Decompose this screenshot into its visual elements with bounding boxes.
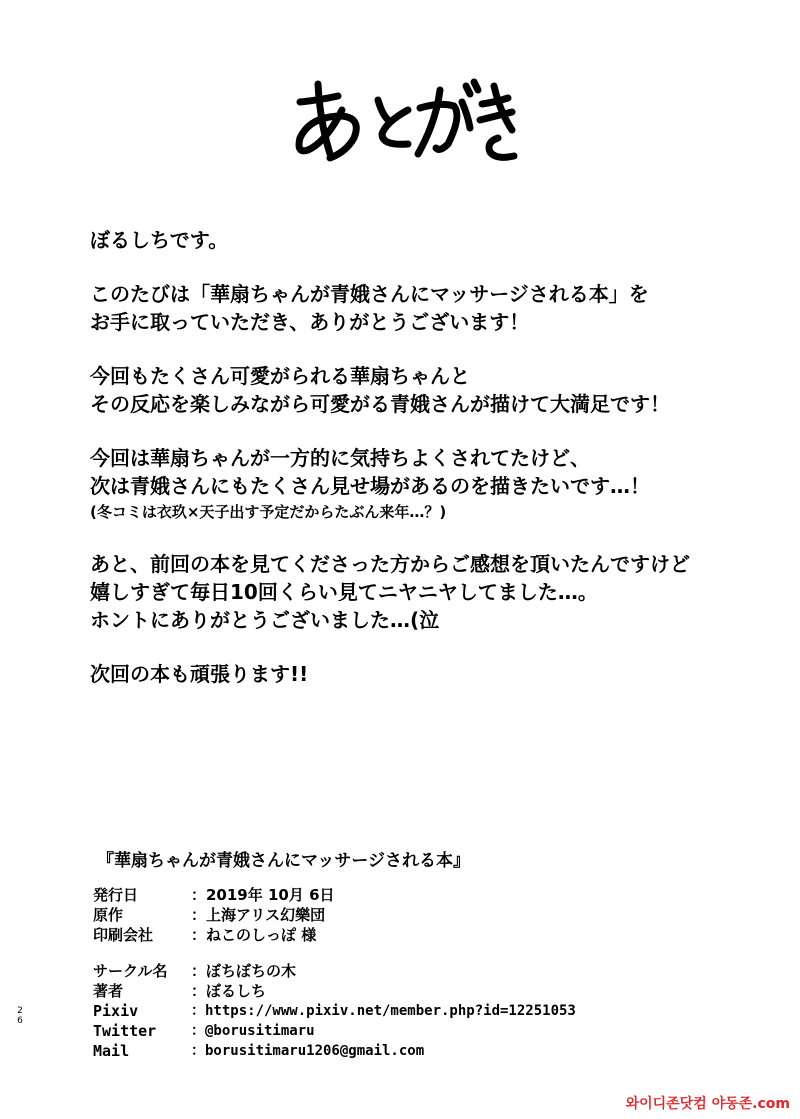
info-value: ：ぼちぼちの木 — [191, 962, 297, 980]
info-row-pixiv — [93, 1001, 693, 1021]
circle-info — [93, 961, 693, 1061]
paragraph-2 — [90, 280, 730, 336]
text-line: このたびは「華扇ちゃんが青娥さんにマッサージされる本」を — [90, 282, 649, 306]
info-label: 印刷会社 — [93, 926, 154, 944]
book-title: 『華扇ちゃんが青娥さんにマッサージされる本』 — [97, 851, 470, 871]
info-value: ：ねこのしっぽ 様 — [191, 926, 317, 944]
page-number-digit: 2 — [17, 1006, 23, 1016]
watermark: 와이디존닷컴 야동존.com — [625, 1096, 790, 1112]
paragraph-4 — [90, 444, 730, 524]
info-row-date — [93, 885, 693, 905]
paragraph-5 — [90, 550, 730, 634]
text-line: その反応を楽しみながら可愛がる青娥さんが描けて大満足です！ — [90, 392, 670, 416]
info-value: ：上海アリス幻樂団 — [191, 906, 326, 924]
info-row-circle — [93, 961, 693, 981]
info-row-printer — [93, 925, 693, 945]
info-row-author — [93, 981, 693, 1001]
text-line: ぼるしちです。 — [90, 228, 229, 252]
colophon — [93, 846, 693, 1077]
info-label: 発行日 — [93, 886, 139, 904]
paragraph-1 — [90, 226, 730, 254]
text-line: 今回もたくさん可愛がられる華扇ちゃんと — [90, 364, 470, 388]
info-label: Pixiv — [93, 1002, 139, 1020]
text-line: 今回は華扇ちゃんが一方的に気持ちよくされてたけど、 — [90, 446, 590, 470]
info-row-original — [93, 905, 693, 925]
text-line: 次は青娥さんにもたくさん見せ場があるのを描きたいです…！ — [90, 474, 650, 498]
page-number — [15, 1006, 25, 1026]
afterword-heading — [290, 72, 520, 172]
text-line: あと、前回の本を見てくださった方からご感想を頂いたんですけど — [90, 552, 690, 576]
info-label: サークル名 — [93, 962, 168, 980]
info-label: Mail — [93, 1042, 130, 1060]
publication-info — [93, 885, 693, 945]
info-row-mail — [93, 1041, 693, 1061]
afterword-body — [90, 226, 730, 714]
text-line: 嬉しすぎて毎日10回くらい見てニヤニヤしてました…。 — [90, 580, 598, 604]
info-value: ：2019年 10月 6日 — [191, 886, 335, 904]
paragraph-3 — [90, 362, 730, 418]
info-row-twitter — [93, 1021, 693, 1041]
email-address: ：borusitimaru1206@gmail.com — [191, 1043, 425, 1059]
page-number-digit: 6 — [17, 1016, 23, 1026]
handwritten-heading-graphic — [290, 72, 520, 172]
info-label: 著者 — [93, 982, 124, 1000]
text-line: お手に取っていただき、ありがとうございます！ — [90, 310, 530, 334]
text-line: ホントにありがとうございました…(泣 — [90, 608, 440, 632]
pixiv-link: ：https://www.pixiv.net/member.php?id=12251053 — [191, 1003, 576, 1019]
parenthetical-note: (冬コミは衣玖×天子出す予定だからたぶん来年…？) — [90, 503, 447, 521]
text-line: 次回の本も頑張ります!! — [90, 662, 309, 686]
twitter-handle: ：@borusitimaru — [191, 1023, 315, 1039]
info-label: 原作 — [93, 906, 124, 924]
info-label: Twitter — [93, 1022, 157, 1040]
info-value: ：ぼるしち — [191, 982, 267, 1000]
paragraph-6 — [90, 660, 730, 688]
